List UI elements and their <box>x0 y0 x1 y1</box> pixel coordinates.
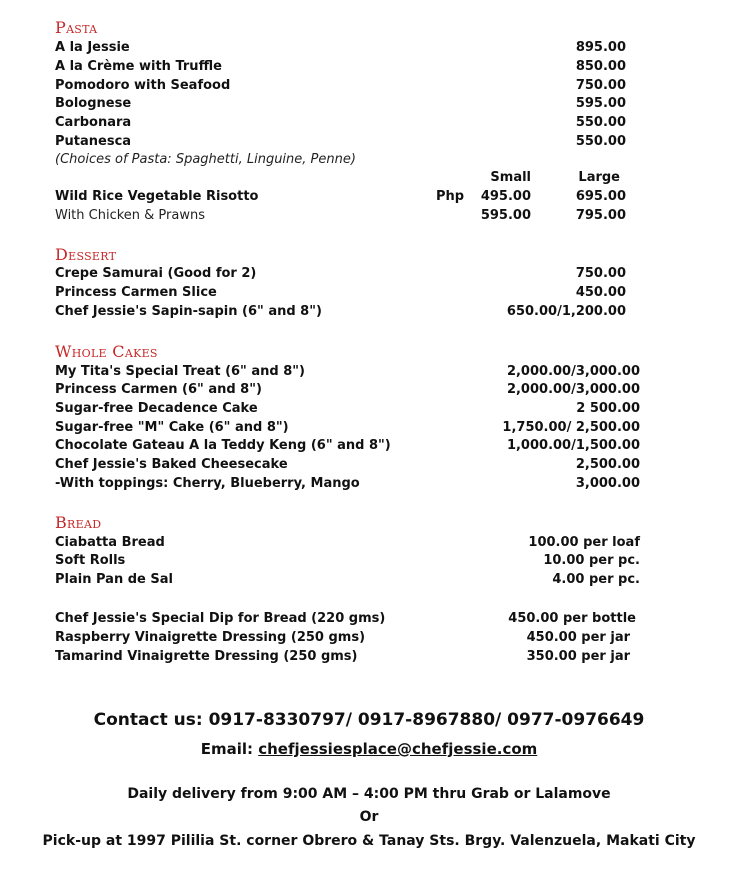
dip-item-price: 450.00 per bottle <box>508 611 636 626</box>
whole-cakes-title: Whole Cakes <box>55 342 158 361</box>
pasta-item-price: 595.00 <box>575 96 626 111</box>
cake-item-name: Chocolate Gateau A la Teddy Keng (6" and 8") <box>55 438 391 453</box>
bread-item-price: 4.00 per pc. <box>552 572 640 587</box>
cake-item-name: My Tita's Special Treat (6" and 8") <box>55 364 305 379</box>
pasta-choices-note: (Choices of Pasta: Spaghetti, Linguine, Penne) <box>55 152 356 167</box>
risotto-name: Wild Rice Vegetable Risotto <box>55 189 259 204</box>
dessert-title: Dessert <box>55 245 117 264</box>
delivery-info: Daily delivery from 9:00 AM – 4:00 PM thru Grab or Lalamove <box>127 786 611 802</box>
cake-topping-note: -With toppings: Cherry, Blueberry, Mango <box>55 476 360 491</box>
bread-item-name: Soft Rolls <box>55 553 126 568</box>
cake-item-price: 1,750.00/ 2,500.00 <box>502 420 640 435</box>
pasta-item-name: Carbonara <box>55 115 132 130</box>
pasta-title: Pasta <box>55 18 98 37</box>
risotto-variant-name: With Chicken & Prawns <box>55 208 205 223</box>
pasta-item-price: 750.00 <box>575 78 626 93</box>
cake-item-price: 2,000.00/3,000.00 <box>506 364 640 379</box>
risotto-large-price: 695.00 <box>575 189 626 204</box>
currency-label: Php <box>436 189 465 204</box>
email-line <box>0 740 738 758</box>
bread-item-name: Ciabatta Bread <box>55 535 165 550</box>
small-size-header: Small <box>490 170 531 185</box>
risotto-variant-small-price: 595.00 <box>480 208 531 223</box>
cake-item-price: 3,000.00 <box>575 476 640 491</box>
dessert-item-name: Princess Carmen Slice <box>55 285 217 300</box>
email-label: Email: <box>200 740 259 758</box>
pasta-item-name: Putanesca <box>55 134 132 149</box>
dip-item-price: 350.00 per jar <box>526 649 630 664</box>
dip-item-name: Tamarind Vinaigrette Dressing (250 gms) <box>55 649 358 664</box>
pasta-item-name: Pomodoro with Seafood <box>55 78 231 93</box>
large-size-header: Large <box>578 170 620 185</box>
dessert-item-price: 650.00/1,200.00 <box>506 304 626 319</box>
pasta-item-name: A la Crème with Truffle <box>55 59 222 74</box>
pasta-item-price: 850.00 <box>575 59 626 74</box>
cake-item-name: Princess Carmen (6" and 8") <box>55 382 262 397</box>
bread-item-price: 100.00 per loaf <box>528 535 640 550</box>
contact-numbers: Contact us: 0917-8330797/ 0917-8967880/ 0977-0976649 <box>93 710 645 730</box>
dessert-item-name: Chef Jessie's Sapin-sapin (6" and 8") <box>55 304 322 319</box>
cake-item-price: 1,000.00/1,500.00 <box>506 438 640 453</box>
dip-item-name: Chef Jessie's Special Dip for Bread (220 gms) <box>55 611 386 626</box>
pasta-item-price: 895.00 <box>575 40 626 55</box>
email-link[interactable]: chefjessiesplace@chefjessie.com <box>258 740 538 758</box>
cake-item-name: Chef Jessie's Baked Cheesecake <box>55 457 288 472</box>
pasta-item-price: 550.00 <box>575 134 626 149</box>
or-separator: Or <box>359 809 379 825</box>
cake-item-price: 2 500.00 <box>576 401 640 416</box>
pasta-item-name: Bolognese <box>55 96 132 111</box>
cake-item-name: Sugar-free "M" Cake (6" and 8") <box>55 420 289 435</box>
cake-item-name: Sugar-free Decadence Cake <box>55 401 258 416</box>
bread-item-name: Plain Pan de Sal <box>55 572 173 587</box>
cake-item-price: 2,000.00/3,000.00 <box>506 382 640 397</box>
risotto-variant-large-price: 795.00 <box>575 208 626 223</box>
dessert-item-price: 450.00 <box>575 285 626 300</box>
pasta-item-name: A la Jessie <box>55 40 130 55</box>
bread-item-price: 10.00 per pc. <box>543 553 640 568</box>
bread-title: Bread <box>55 513 102 532</box>
dip-item-name: Raspberry Vinaigrette Dressing (250 gms) <box>55 630 366 645</box>
pickup-address: Pick-up at 1997 Pililia St. corner Obrero & Tanay Sts. Brgy. Valenzuela, Makati City <box>42 833 696 849</box>
dessert-item-price: 750.00 <box>575 266 626 281</box>
cake-item-price: 2,500.00 <box>575 457 640 472</box>
dessert-item-name: Crepe Samurai (Good for 2) <box>55 266 257 281</box>
dip-item-price: 450.00 per jar <box>526 630 630 645</box>
pasta-item-price: 550.00 <box>575 115 626 130</box>
risotto-small-price: 495.00 <box>480 189 531 204</box>
